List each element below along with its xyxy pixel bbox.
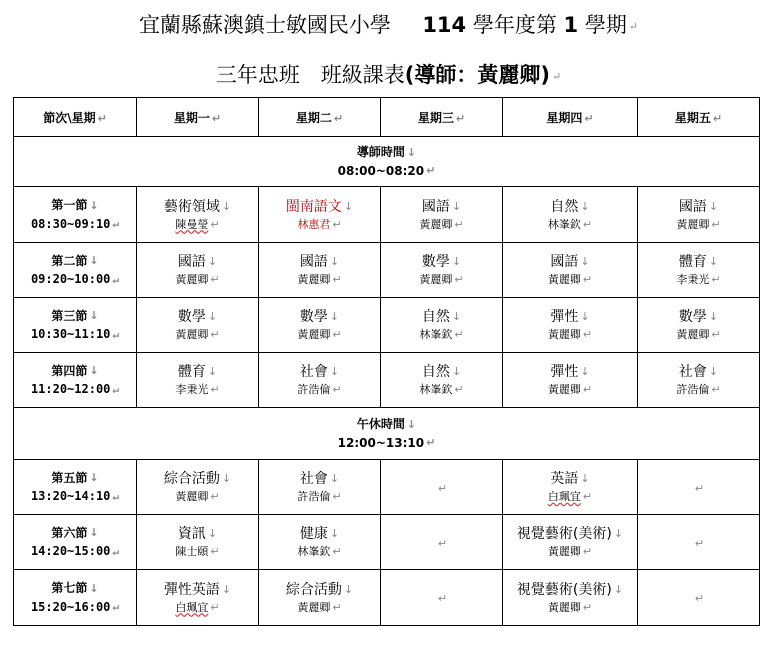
class-cell: ↵ <box>381 460 503 515</box>
header-day-tue: 星期二 ↵ <box>259 98 381 137</box>
class-cell: 自然 ↓ 林峯欽 ↵ <box>381 298 503 353</box>
subject-name: 數學 <box>421 254 450 270</box>
header-day-mon: 星期一 ↵ <box>137 98 259 137</box>
class-cell: 資訊 ↓ 陳士頤 ↵ <box>137 515 259 570</box>
lunch-time-cell: 午休時間 ↓ 12:00~13:10 ↵ <box>14 408 760 460</box>
subject-name: 國語 <box>550 254 579 270</box>
class-cell: 數學 ↓ 黃麗卿 ↵ <box>638 298 760 353</box>
period-time: 10:30~11:10 <box>30 327 111 341</box>
period-name: 第四節 <box>51 363 88 378</box>
teacher-name: 黃麗卿 <box>297 273 331 286</box>
period-label-cell: 第四節 ↓ 11:20~12:00 ↵ <box>14 353 137 408</box>
subject-name: 體育 <box>678 254 707 270</box>
class-cell: 英語 ↓ 白珮宜 ↵ <box>503 460 638 515</box>
header-day-fri: 星期五 ↵ <box>638 98 760 137</box>
period-row <box>14 515 760 570</box>
teacher-name: 黃麗卿 <box>175 328 209 341</box>
period-label-cell: 第五節 ↓ 13:20~14:10 ↵ <box>14 460 137 515</box>
subject-name: 數學 <box>299 309 328 325</box>
teacher-name: 林峯欽 <box>297 545 331 558</box>
class-cell: 數學 ↓ 黃麗卿 ↵ <box>259 298 381 353</box>
teacher-name: 黃麗卿 <box>419 273 453 286</box>
class-cell: 社會 ↓ 許浩倫 ↵ <box>259 353 381 408</box>
period-label-cell: 第二節 ↓ 09:20~10:00 ↵ <box>14 243 137 298</box>
period-name: 第五節 <box>51 470 88 485</box>
teacher-name: 黃麗卿 <box>676 217 710 231</box>
subject-name: 綜合活動 <box>285 581 342 598</box>
period-time: 11:20~12:00 <box>30 382 111 396</box>
header-day-thu: 星期四 ↵ <box>503 98 638 137</box>
teacher-name: 陳士頤 <box>175 545 209 558</box>
subject-name: 英語 <box>550 471 579 487</box>
teacher-name: 林峯欽 <box>547 217 581 231</box>
subject-name: 國語 <box>678 198 707 215</box>
class-cell: ↵ <box>381 515 503 570</box>
period-row <box>14 353 760 408</box>
teacher-name: 黃麗卿 <box>547 600 581 614</box>
class-cell: 自然 ↓ 林峯欽 ↵ <box>503 187 638 243</box>
class-cell: ↵ <box>638 460 760 515</box>
teacher-name: 黃麗卿 <box>419 217 453 231</box>
period-row <box>14 570 760 626</box>
subject-name: 社會 <box>299 364 328 380</box>
class-cell: 彈性 ↓ 黃麗卿 ↵ <box>503 298 638 353</box>
subject-name: 資訊 <box>177 526 206 542</box>
header-row <box>14 98 760 137</box>
teacher-name: 黃麗卿 <box>547 328 581 341</box>
mentor-name: (導師：黃麗卿) <box>404 63 550 87</box>
period-label-cell: 第六節 ↓ 14:20~15:00 ↵ <box>14 515 137 570</box>
class-cell: 綜合活動 ↓ 黃麗卿 ↵ <box>137 460 259 515</box>
class-cell: 彈性 ↓ 黃麗卿 ↵ <box>503 353 638 408</box>
class-name: 三年忠班 班級課表 <box>215 63 405 87</box>
teacher-name: 白珮宜 <box>175 600 209 614</box>
page-title: 宜蘭縣蘇澳鎮士敏國民小學 114 學年度第 1 學期 ↵ <box>138 13 639 37</box>
subject-name: 視覺藝術(美術) <box>516 526 612 542</box>
class-title: 三年忠班 班級課表(導師：黃麗卿) ↵ <box>215 63 562 87</box>
class-cell: 數學 ↓ 黃麗卿 ↵ <box>137 298 259 353</box>
period-row <box>14 243 760 298</box>
class-cell: 視覺藝術(美術) ↓ 黃麗卿 ↵ <box>503 515 638 570</box>
school-year-number: 114 <box>422 13 467 37</box>
teacher-name: 黃麗卿 <box>297 328 331 341</box>
class-cell: 綜合活動 ↓ 黃麗卿 ↵ <box>259 570 381 626</box>
teacher-name: 李秉光 <box>175 383 209 396</box>
subject-name: 數學 <box>177 309 206 325</box>
teacher-name: 黃麗卿 <box>297 600 331 614</box>
period-row <box>14 460 760 515</box>
class-cell: 國語 ↓ 黃麗卿 ↵ <box>259 243 381 298</box>
mentor-time-row <box>14 137 760 187</box>
class-cell: 彈性英語 ↓ 白珮宜 ↵ <box>137 570 259 626</box>
class-cell: 數學 ↓ 黃麗卿 ↵ <box>381 243 503 298</box>
class-cell: ↵ <box>381 570 503 626</box>
header-day-wed: 星期三 ↵ <box>381 98 503 137</box>
teacher-name: 黃麗卿 <box>547 383 581 396</box>
period-name: 第一節 <box>51 198 88 212</box>
teacher-name: 黃麗卿 <box>547 545 581 558</box>
teacher-name: 林峯欽 <box>419 328 453 341</box>
period-label-cell: 第七節 ↓ 15:20~16:00 ↵ <box>14 570 137 626</box>
teacher-name: 黃麗卿 <box>175 273 209 286</box>
teacher-name: 許浩倫 <box>676 383 710 396</box>
subject-name: 國語 <box>421 198 450 215</box>
teacher-name: 黃麗卿 <box>547 273 581 286</box>
subject-name: 自然 <box>421 364 450 380</box>
subject-name: 自然 <box>550 198 579 215</box>
period-row <box>14 187 760 243</box>
period-time: 15:20~16:00 <box>30 599 111 614</box>
teacher-name: 白珮宜 <box>547 490 581 503</box>
class-cell: 視覺藝術(美術) ↓ 黃麗卿 ↵ <box>503 570 638 626</box>
header-corner: 節次\星期 ↵ <box>14 98 137 137</box>
subject-name: 健康 <box>299 526 328 542</box>
subject-name: 彈性英語 <box>163 581 220 598</box>
class-cell: ↵ <box>638 570 760 626</box>
class-cell: 體育 ↓ 李秉光 ↵ <box>137 353 259 408</box>
subject-name: 數學 <box>678 309 707 325</box>
teacher-name: 李秉光 <box>676 273 710 286</box>
subject-name: 綜合活動 <box>163 471 220 487</box>
teacher-name: 許浩倫 <box>297 383 331 396</box>
mentor-time-cell: 導師時間 ↓ 08:00~08:20 ↵ <box>14 137 760 187</box>
class-cell: 自然 ↓ 林峯欽 ↵ <box>381 353 503 408</box>
period-time: 13:20~14:10 <box>30 489 111 503</box>
class-cell: 健康 ↓ 林峯欽 ↵ <box>259 515 381 570</box>
teacher-name: 黃麗卿 <box>175 490 209 503</box>
period-name: 第六節 <box>51 525 88 540</box>
period-name: 第二節 <box>51 253 88 268</box>
class-cell: 國語 ↓ 黃麗卿 ↵ <box>503 243 638 298</box>
class-cell: 國語 ↓ 黃麗卿 ↵ <box>381 187 503 243</box>
period-row <box>14 298 760 353</box>
class-cell: 藝術領域 ↓ 陳曼瑩 ↵ <box>137 187 259 243</box>
class-cell: 閩南語文 ↓ 林惠君 ↵ <box>259 187 381 243</box>
school-name: 宜蘭縣蘇澳鎮士敏國民小學 <box>138 13 391 37</box>
term-suffix: 學期 <box>584 13 627 37</box>
subject-name: 國語 <box>177 254 206 270</box>
class-cell: ↵ <box>638 515 760 570</box>
timetable <box>13 97 760 626</box>
teacher-name: 黃麗卿 <box>676 328 710 341</box>
class-cell: 社會 ↓ 許浩倫 ↵ <box>259 460 381 515</box>
teacher-name: 林惠君 <box>297 217 331 231</box>
period-name: 第七節 <box>51 581 88 595</box>
teacher-name: 林峯欽 <box>419 383 453 396</box>
class-cell: 社會 ↓ 許浩倫 ↵ <box>638 353 760 408</box>
teacher-name: 許浩倫 <box>297 490 331 503</box>
teacher-name: 陳曼瑩 <box>175 217 209 231</box>
subject-name: 社會 <box>299 471 328 487</box>
subject-name: 彈性 <box>550 309 579 325</box>
period-name: 第三節 <box>51 308 88 323</box>
period-label-cell: 第一節 ↓ 08:30~09:10 ↵ <box>14 187 137 243</box>
subject-name: 體育 <box>177 364 206 380</box>
school-year-suffix: 學年度第 <box>472 13 557 37</box>
lunch-time-row <box>14 408 760 460</box>
period-time: 08:30~09:10 <box>30 216 111 231</box>
subject-name: 閩南語文 <box>285 198 342 215</box>
subject-name: 社會 <box>678 364 707 380</box>
subject-name: 國語 <box>299 254 328 270</box>
class-cell: 國語 ↓ 黃麗卿 ↵ <box>137 243 259 298</box>
period-time: 09:20~10:00 <box>30 272 111 286</box>
period-label-cell: 第三節 ↓ 10:30~11:10 ↵ <box>14 298 137 353</box>
subject-name: 彈性 <box>550 364 579 380</box>
class-cell: 體育 ↓ 李秉光 ↵ <box>638 243 760 298</box>
subject-name: 藝術領域 <box>163 198 220 215</box>
period-time: 14:20~15:00 <box>30 544 111 558</box>
subject-name: 自然 <box>421 309 450 325</box>
term-number: 1 <box>563 13 579 37</box>
subject-name: 視覺藝術(美術) <box>516 581 612 598</box>
class-cell: 國語 ↓ 黃麗卿 ↵ <box>638 187 760 243</box>
